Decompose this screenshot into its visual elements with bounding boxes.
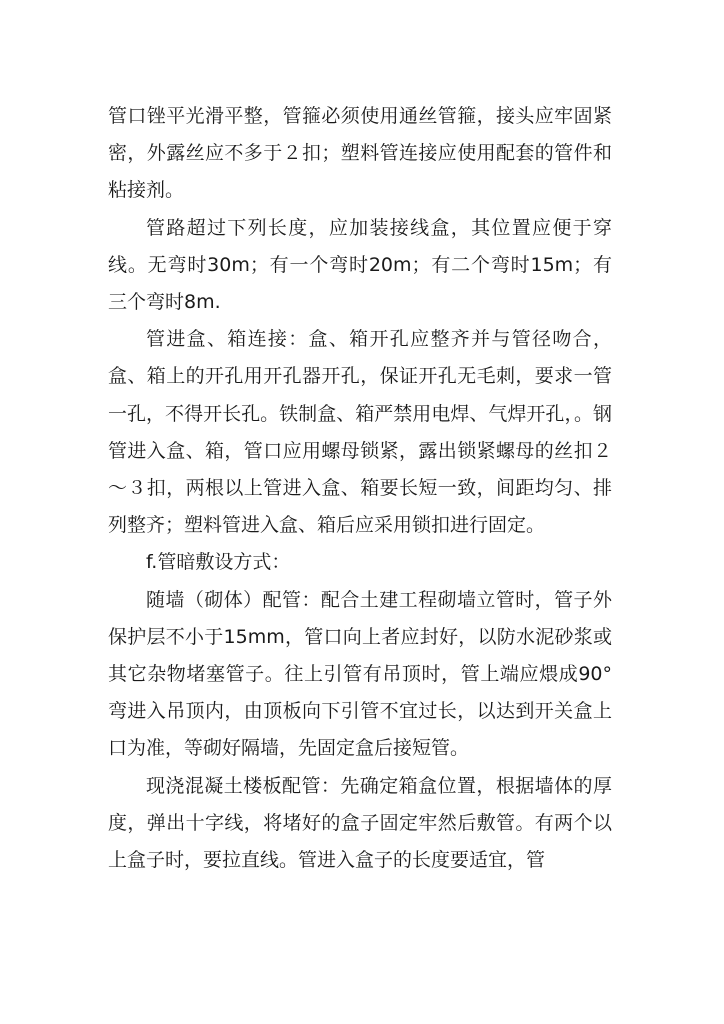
paragraph-concealed-method-heading: f.管暗敷设方式： <box>146 551 291 574</box>
paragraph-pipe-threading: 管口锉平光滑平整，管箍必须使用通丝管箍，接头应牢固紧密，外露丝应不多于２扣；塑料管连接应使用配套的管件和粘接剂。 <box>108 105 612 202</box>
paragraph-slab-piping: 现浇混凝土楼板配管：先确定箱盒位置，根据墙体的厚度，弹出十字线，将堵好的盒子固定牢然后敷管。有两个以上盒子时，要拉直线。管进入盒子的长度要适宜，管 <box>108 774 612 872</box>
document-body <box>108 98 612 879</box>
paragraph-box-connection: 管进盒、箱连接：盒、箱开孔应整齐并与管径吻合，盒、箱上的开孔用开孔器开孔，保证开孔无毛刺，要求一管一孔，不得开长孔。铁制盒、箱严禁用电焊、气焊开孔，。钢管进入盒、箱，管口应用螺母锁紧，露出锁紧螺母的丝扣２～３扣，两根以上管进入盒、箱要长短一致，间距均匀、排列整齐；塑料管进入盒、箱后应采用锁扣进行固定。 <box>108 328 612 537</box>
paragraph-junction-box-length: 管路超过下列长度，应加装接线盒，其位置应便于穿线。无弯时30m；有一个弯时20m；有二个弯时15m；有三个弯时8m. <box>108 216 612 314</box>
paragraph-wall-piping: 随墙（砌体）配管：配合土建工程砌墙立管时，管子外保护层不小于15mm，管口向上者应封好，以防水泥砂浆或其它杂物堵塞管子。往上引管有吊顶时，管上端应煨成90°弯进入吊顶内，由顶板向下引管不宜过长，以达到开关盒上口为准，等砌好隔墙，先固定盒后接短管。 <box>108 588 612 760</box>
